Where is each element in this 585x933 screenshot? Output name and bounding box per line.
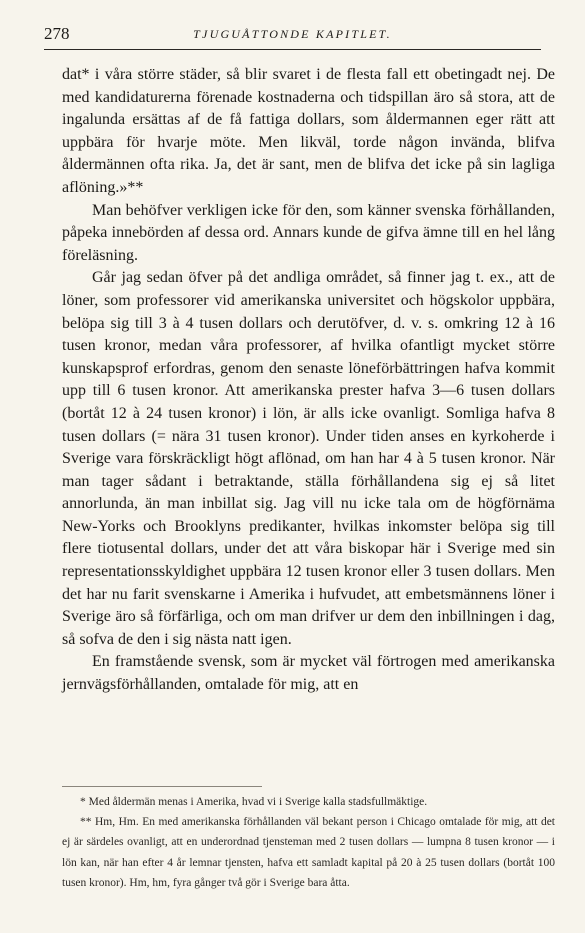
paragraph-2: Man behöfver verkligen icke för den, som känner svenska förhållanden, påpeka innebörden af dessa ord. Annars kunde de gifva ämne till en hel lång föreläsning. [62,201,555,264]
page-header [44,24,541,48]
body-text [62,64,555,697]
footnote-1: * Med åldermän menas i Amerika, hvad vi i Sverige kalla stadsfullmäktige. [80,796,428,808]
header-rule [44,49,541,50]
running-title: TJUGUÅTTONDE KAPITLET. [193,27,392,41]
paragraph-1: dat* i våra större städer, så blir svaret i de flesta fall ett obetingadt nej. De med kandidaturerna förenade kostnaderna och tidspillan äro så stora, att de ingalunda ersättas af de få fattiga dollars, som åldermannen eger rätt att uppbära för hvarje möte. Men likväl, torde någon invända, blifva åldermännen ofta rika. Ja, det är sant, men de blifva det icke på sin lagliga aflöning.»** [62,66,555,196]
paragraph-3: Går jag sedan öfver på det andliga området, så finner jag t. ex., att de löner, som professorer vid amerikanska universitet och högskolor uppbära, belöpa sig till 3 à 4 tusen dollars och derutöfver, d. v. s. omkring 12 à 16 tusen kronor, medan våra professorer, af hvilka ofantligt mycket större kunskapsprof erfordras, genom den senaste löneförbättringen hafva kommit upp till 6 tusen kronor. Att amerikanska prester hafva 3—6 tusen dollars (bortåt 12 à 24 tusen kronor) i lön, är alls icke ovanligt. Somliga hafva 8 tusen dollars (= nära 31 tusen kronor). Under tiden anses en kyrkoherde i Sverige vara förskräckligt högt aflönad, om han har 4 à 5 tusen kronor. När man tager sådant i betraktande, ställa förhållandena sig ej så litet annorlunda, än man inbillat sig. Jag vill nu icke tala om de högförnäma New-Yorks och Brooklyns predikanter, hvilkas inkomster belöpa sig till flere tiotusental dollars, under det att våra biskopar här i Sverige med sin representationsskyldighet uppbära 12 tusen kronor eller 3 tusen dollars. Men det har nu farit svenskarne i Amerika i hufvudet, att embetsmännens löner i Sverige äro så förfärliga, och om man drifver ur dem den inbillningen i dag, så sofva de den i sig nästa natt igen. [62,269,555,648]
footnotes [62,792,555,893]
page-number: 278 [44,24,70,43]
paragraph-4: En framstående svensk, som är mycket väl förtrogen med amerikanska jernvägsförhållanden, omtalade för mig, att en [62,653,555,694]
footnote-rule [62,786,262,787]
footnote-2: ** Hm, Hm. En med amerikanska förhållanden väl bekant person i Chicago omtalade för mig, att det ej är särdeles ovanligt, att en underordnad tjensteman med 2 tusen dollars — lumpna 8 tusen kronor — i lön kan, när han efter 4 år lemnar tjensten, hafva ett samladt kapital på 20 à 25 tusen dollars (bortåt 100 tusen kronor). Hm, hm, fyra gånger två gör i Sverige bara åtta. [62,816,555,889]
